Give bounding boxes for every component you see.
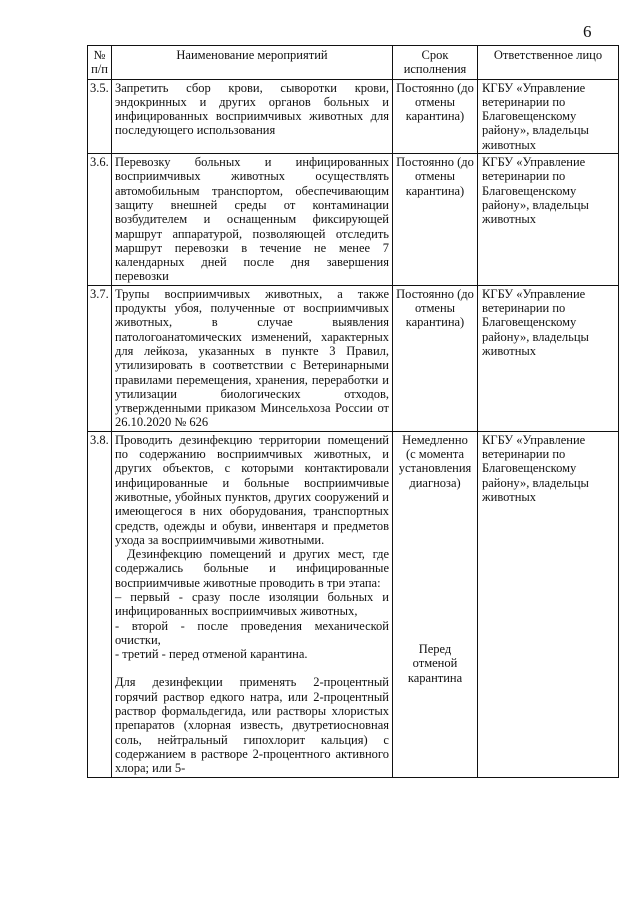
row-term: Постоянно (до отмены карантина) [393, 285, 478, 431]
stage-item: - второй - после проведения механической очистки, [115, 618, 389, 647]
row-term: Постоянно (до отмены карантина) [393, 79, 478, 153]
row-number: 3.6. [88, 154, 112, 286]
stage-item: - третий - перед отменой карантина. [115, 647, 308, 662]
header-num: № п/п [88, 46, 112, 80]
table-row [88, 285, 619, 431]
stage-item: – первый - сразу после изоляции больных и инфицированных восприимчивых животных, [115, 589, 389, 619]
row-description [112, 431, 393, 777]
row-term [393, 431, 478, 777]
term-before-cancel: Перед отменой карантина [407, 641, 463, 685]
row-term: Постоянно (до отмены карантина) [393, 154, 478, 286]
row-description: Трупы восприимчивых животных, а также продукты убоя, полученные от восприимчивых животных, в случае выявления патологоанатомических изменений, характерных для лейкоза, указанных в пункте 3 Правил, утилизировать в соответствии с Ветеринарными правилами перемещения, хранения, переработки и утилизации биологических отходов, утвержденными приказом Минсельхоза России от 26.10.2020 № 626 [112, 285, 393, 431]
table-row [88, 79, 619, 153]
row-number: 3.8. [88, 431, 112, 777]
header-term: Срок исполнения [393, 46, 478, 80]
description-paragraph: Проводить дезинфекцию территории помещений по содержанию восприимчивых животных, и других объектов, с которыми контактировали инфицированные и больные восприимчивые животные, убойных пунктов, других сооружений и имеющегося в них оборудования, транспортных средств, одежды и обуви, инвентаря и предметов ухода за восприимчивыми животными. [115, 432, 389, 547]
row-description: Запретить сбор крови, сыворотки крови, эндокринных и других органов больных и инфицированных восприимчивых животных для последующего использования [112, 79, 393, 153]
table-row [88, 431, 619, 777]
row-responsible: КГБУ «Управление ветеринарии по Благовещенскому району», владельцы животных [478, 154, 619, 286]
description-paragraph: Дезинфекцию помещений и других мест, где содержались больные и инфицированные восприимчивые животные проводить в три этапа: [115, 547, 389, 590]
page-number: 6 [583, 22, 592, 41]
description-paragraph: Для дезинфекции применять 2-процентный горячий раствор едкого натра, или 2-процентный раствор формальдегида, или растворы хлористых препаратов (хлорная известь, двутретиосновная соль, нейтральный гипохлорит кальция) с содержанием в растворе 2-процентного активного хлора; или 5- [115, 675, 389, 776]
row-description: Перевозку больных и инфицированных восприимчивых животных осуществлять автомобильным транспортом, обеспечивающим защиту внешней среды от контаминации возбудителем и оснащенным фиксирующей маршрут аппаратурой, позволяющей отследить маршрут перевозки в течение не менее 7 календарных дней после дня завершения перевозки [112, 154, 393, 286]
row-responsible: КГБУ «Управление ветеринарии по Благовещенскому району», владельцы животных [478, 431, 619, 777]
table-header-row [88, 46, 619, 80]
row-number: 3.7. [88, 285, 112, 431]
measures-table [87, 45, 619, 778]
row-responsible: КГБУ «Управление ветеринарии по Благовещенскому району», владельцы животных [478, 79, 619, 153]
term-immediate: Немедленно (с момента установления диагноза) [398, 432, 472, 490]
row-number: 3.5. [88, 79, 112, 153]
header-resp: Ответственное лицо [478, 46, 619, 80]
row-responsible: КГБУ «Управление ветеринарии по Благовещенскому району», владельцы животных [478, 285, 619, 431]
table-row [88, 154, 619, 286]
header-name: Наименование мероприятий [112, 46, 393, 80]
